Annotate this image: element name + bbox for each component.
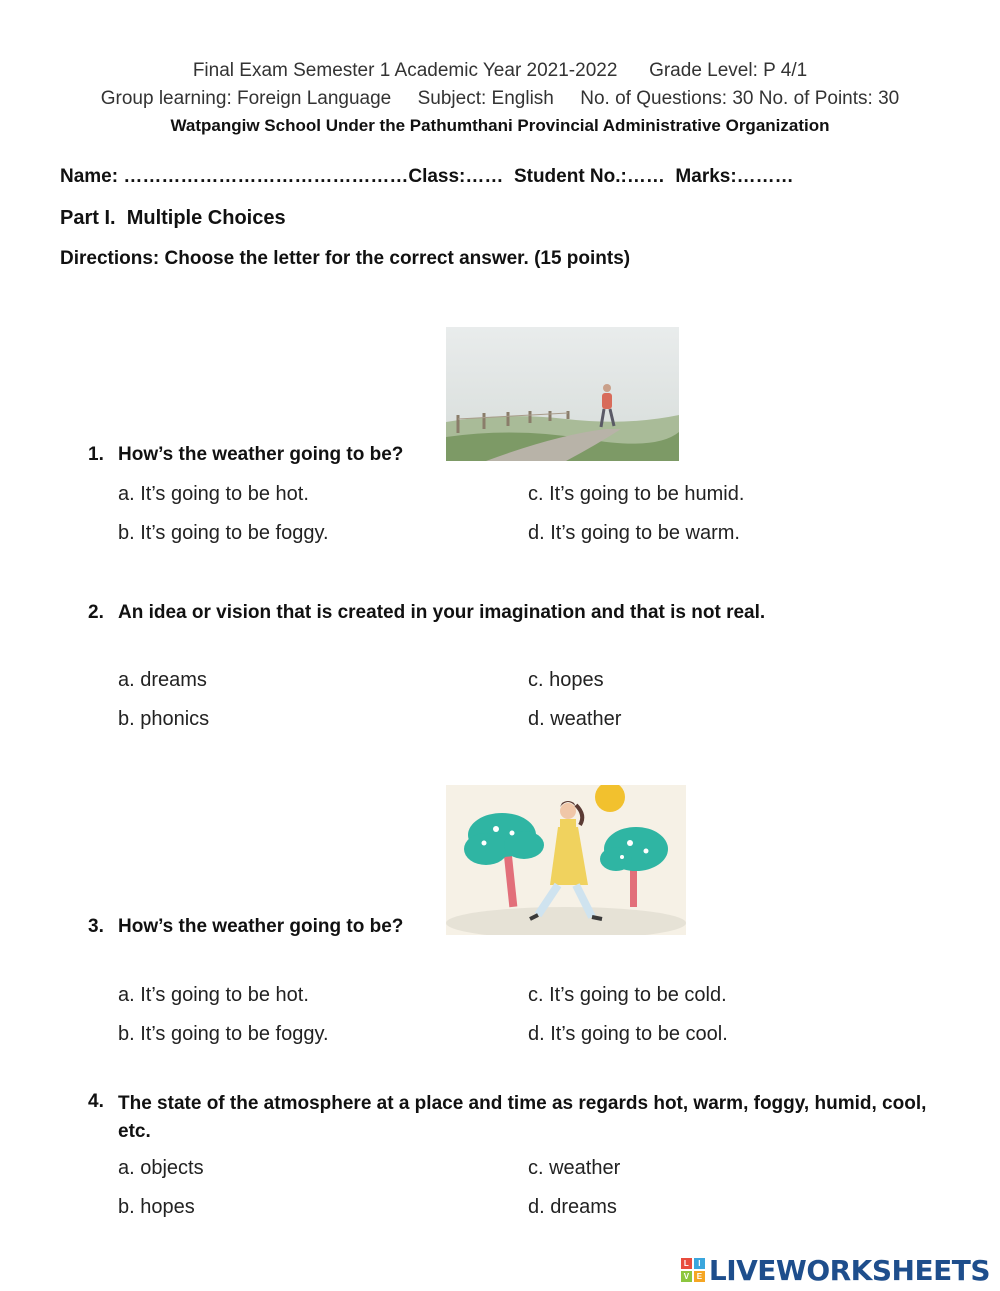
question-text: The state of the atmosphere at a place and time as regards hot, warm, foggy, humid, cool, etc. (118, 1093, 927, 1142)
logo-block: E (694, 1271, 705, 1282)
question-4 (0, 1091, 1000, 1147)
foggy-path-image (446, 327, 679, 461)
question-2 (0, 602, 1000, 626)
q1-option-c[interactable]: c. It’s going to be humid. (528, 483, 745, 505)
q4-option-b[interactable]: b. hopes (118, 1196, 195, 1218)
liveworksheets-logo (681, 1254, 990, 1286)
exam-info-line: Final Exam Semester 1 Academic Year 2021-2022 Grade Level: P 4/1 (192, 60, 808, 81)
q3-option-b[interactable]: b. It’s going to be foggy. (118, 1023, 329, 1045)
logo-block: L (681, 1258, 692, 1269)
question-number: 2. (88, 602, 104, 623)
logo-blocks-icon (681, 1258, 705, 1282)
q1-option-d[interactable]: d. It’s going to be warm. (528, 522, 740, 544)
q3-option-a[interactable]: a. It’s going to be hot. (118, 984, 309, 1006)
q2-option-b[interactable]: b. phonics (118, 708, 210, 730)
subject-info-line: Group learning: Foreign Language Subject: English No. of Questions: 30 No. of Points: 30 (100, 88, 900, 109)
question-text: How’s the weather going to be? (118, 444, 404, 465)
q1-option-a[interactable]: a. It’s going to be hot. (118, 483, 309, 505)
question-text: An idea or vision that is created in your imagination and that is not real. (118, 602, 766, 623)
q4-option-a[interactable]: a. objects (118, 1157, 204, 1179)
question-3 (0, 916, 1000, 940)
question-text: How’s the weather going to be? (118, 916, 404, 937)
directions: Directions: Choose the letter for the correct answer. (15 points) (60, 248, 631, 269)
q3-option-c[interactable]: c. It’s going to be cold. (528, 984, 727, 1006)
question-1 (0, 444, 1000, 468)
q1-option-b[interactable]: b. It’s going to be foggy. (118, 522, 329, 544)
question-number: 3. (88, 916, 104, 937)
part-title: Part I. Multiple Choices (60, 207, 286, 229)
student-info-line: Name: ………………………………………Class:…… Student No.:…… Marks:……… (60, 166, 794, 187)
q4-option-c[interactable]: c. weather (528, 1157, 621, 1179)
q2-option-a[interactable]: a. dreams (118, 669, 207, 691)
sunny-walk-image (446, 785, 686, 935)
logo-block: I (694, 1258, 705, 1269)
q3-option-d[interactable]: d. It’s going to be cool. (528, 1023, 728, 1045)
q2-option-c[interactable]: c. hopes (528, 669, 604, 691)
question-number: 1. (88, 444, 104, 465)
q2-option-d[interactable]: d. weather (528, 708, 622, 730)
q4-option-d[interactable]: d. dreams (528, 1196, 617, 1218)
brand-name: LIVEWORKSHEETS (708, 1253, 990, 1287)
school-name: Watpangiw School Under the Pathumthani Provincial Administrative Organization (170, 116, 830, 135)
logo-block: V (681, 1271, 692, 1282)
question-number: 4. (88, 1091, 104, 1112)
